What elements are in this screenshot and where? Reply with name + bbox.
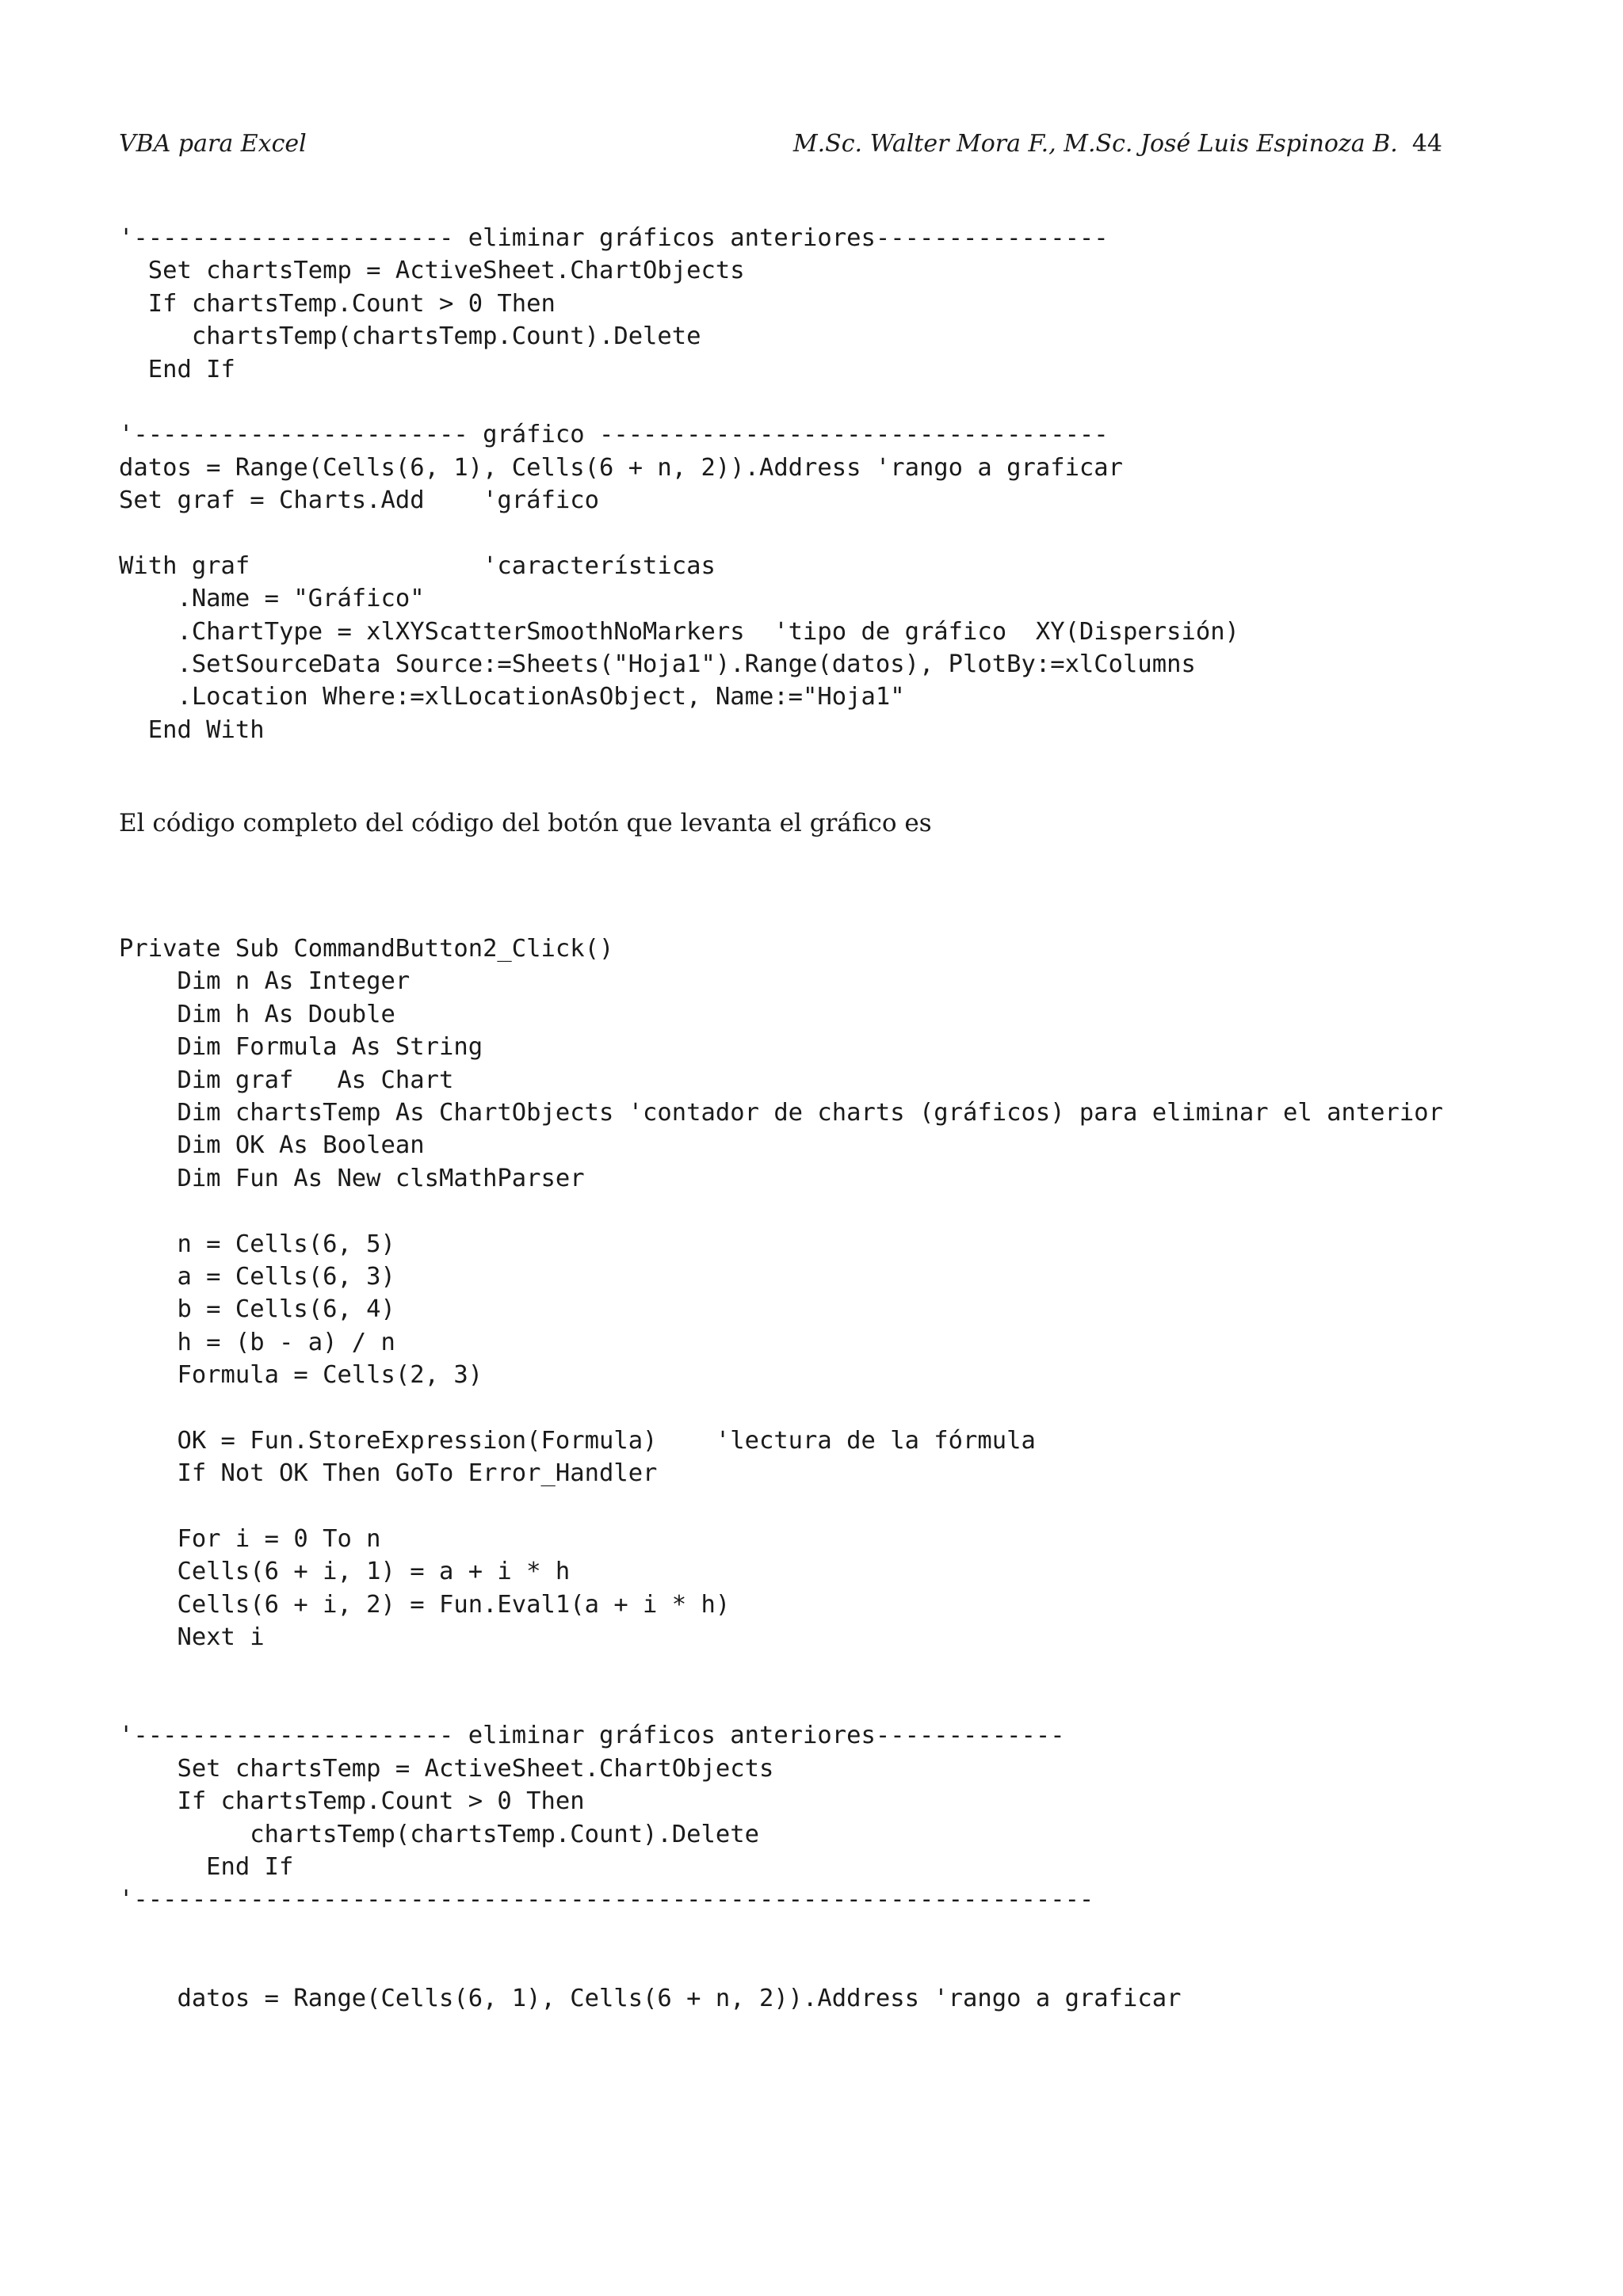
code-line: OK = Fun.StoreExpression(Formula) 'lectura de la fórmula: [119, 1426, 1036, 1455]
header-authors: M.Sc. Walter Mora F., M.Sc. José Luis Espinoza B.: [792, 130, 1398, 158]
code-line: Next i: [119, 1623, 265, 1652]
header-book-title: VBA para Excel: [119, 130, 307, 158]
code-line: datos = Range(Cells(6, 1), Cells(6 + n, 2)).Address 'rango a graficar: [119, 453, 1124, 482]
code-line: Dim n As Integer: [119, 967, 411, 996]
code-line: End If: [119, 1852, 294, 1881]
code-line: Set chartsTemp = ActiveSheet.ChartObjects: [119, 257, 745, 285]
code-line: Set graf = Charts.Add 'gráfico: [119, 486, 599, 515]
code-line: .ChartType = xlXYScatterSmoothNoMarkers 'tipo de gráfico XY(Dispersión): [119, 617, 1239, 646]
code-line: End If: [119, 355, 235, 383]
code-line: n = Cells(6, 5): [119, 1230, 395, 1258]
code-line: Cells(6 + i, 1) = a + i * h: [119, 1558, 571, 1586]
code-line: .Location Where:=xlLocationAsObject, Name:="Hoja1": [119, 683, 905, 711]
code-line: If Not OK Then GoTo Error_Handler: [119, 1459, 658, 1488]
code-line: b = Cells(6, 4): [119, 1295, 395, 1324]
code-line: Dim Formula As String: [119, 1033, 483, 1062]
code-line: Formula = Cells(2, 3): [119, 1361, 483, 1390]
code-line: .Name = "Gráfico": [119, 585, 425, 613]
code-line: Dim chartsTemp As ChartObjects 'contador de charts (gráficos) para eliminar el anterior: [119, 1098, 1443, 1127]
code-line: chartsTemp(chartsTemp.Count).Delete: [119, 1820, 759, 1848]
page-header: [119, 128, 1442, 160]
code-line: [119, 1917, 1443, 1949]
code-listing-1: [119, 222, 1239, 746]
code-line: [119, 386, 1239, 418]
body-paragraph: El código completo del código del botón que levanta el gráfico es: [119, 809, 932, 837]
code-line: '----------------------- gráfico -----------------------------------: [119, 421, 1109, 449]
header-authors-and-page: [793, 128, 1442, 160]
code-line: [119, 1949, 1443, 1981]
code-line: If chartsTemp.Count > 0 Then: [119, 1787, 585, 1816]
code-line: '------------------------------------------------------------------: [119, 1886, 1094, 1914]
code-line: datos = Range(Cells(6, 1), Cells(6 + n, 2)).Address 'rango a graficar: [119, 1984, 1182, 2012]
code-line: [119, 1391, 1443, 1424]
page-number: 44: [1411, 130, 1442, 158]
code-line: End With: [119, 715, 265, 744]
code-line: Set chartsTemp = ActiveSheet.ChartObjects: [119, 1754, 774, 1783]
code-line: '---------------------- eliminar gráficos anteriores-------------: [119, 1722, 1065, 1750]
code-line: With graf 'características: [119, 551, 716, 580]
code-line: .SetSourceData Source:=Sheets("Hoja1").Range(datos), PlotBy:=xlColumns: [119, 650, 1196, 679]
code-line: Private Sub CommandButton2_Click(): [119, 935, 614, 963]
code-line: a = Cells(6, 3): [119, 1262, 395, 1291]
code-line: For i = 0 To n: [119, 1525, 381, 1554]
code-line: [119, 1195, 1443, 1227]
code-line: [119, 1490, 1443, 1523]
code-line: '---------------------- eliminar gráficos anteriores----------------: [119, 224, 1109, 252]
code-line: Dim OK As Boolean: [119, 1131, 425, 1160]
code-line: [119, 1687, 1443, 1719]
code-line: If chartsTemp.Count > 0 Then: [119, 289, 556, 318]
code-line: [119, 1654, 1443, 1687]
code-line: Dim h As Double: [119, 1000, 395, 1028]
code-line: chartsTemp(chartsTemp.Count).Delete: [119, 322, 701, 351]
code-line: Dim Fun As New clsMathParser: [119, 1164, 585, 1192]
code-line: Cells(6 + i, 2) = Fun.Eval1(a + i * h): [119, 1590, 731, 1619]
code-listing-2: [119, 933, 1443, 2015]
code-line: h = (b - a) / n: [119, 1328, 395, 1356]
code-line: Dim graf As Chart: [119, 1066, 454, 1094]
code-line: [119, 517, 1239, 550]
